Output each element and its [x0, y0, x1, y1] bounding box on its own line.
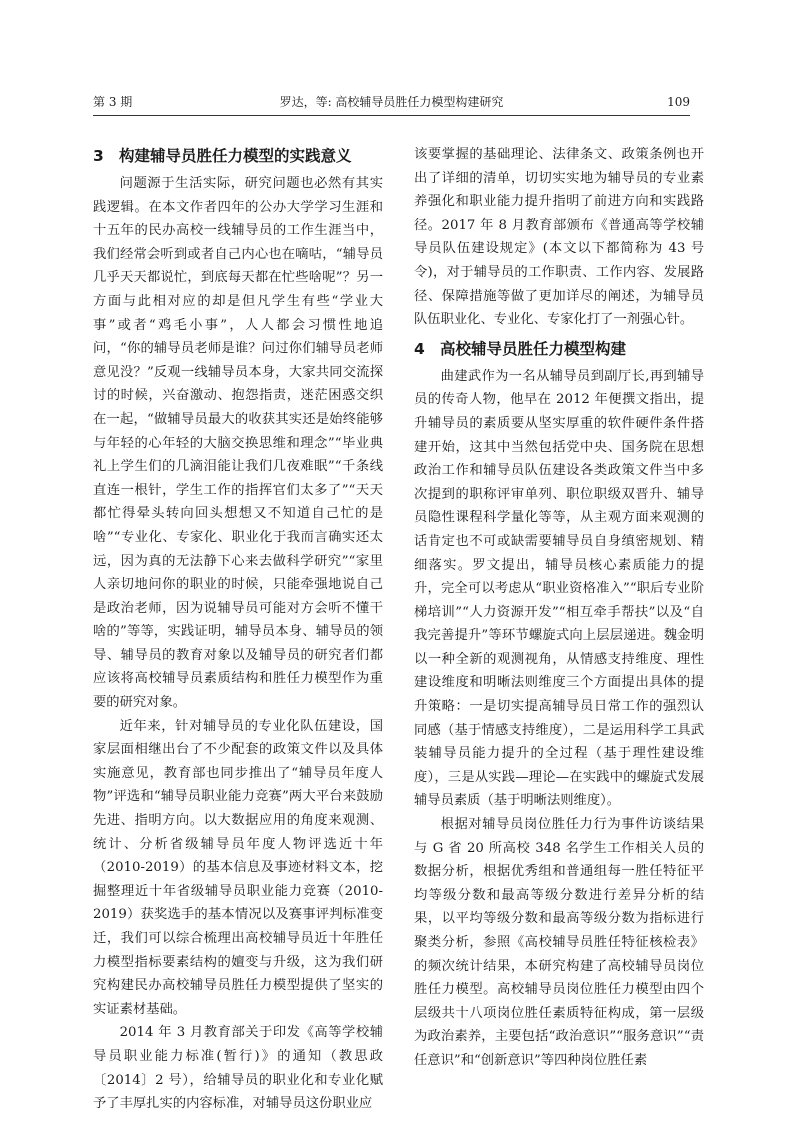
section-3-heading: [93, 143, 383, 170]
left-column: [93, 143, 383, 1112]
section-number: 3: [93, 147, 104, 165]
section-number: 4: [414, 339, 425, 358]
paragraph: 2014 年 3 月教育部关于印发《高等学校辅导员职业能力标准(暂行)》的通知（教思政〔2014〕2 号），给辅导员的职业化和专业化赋予了丰厚扎实的内容标准，对辅导员这份职业应: [93, 1025, 383, 1112]
paragraph: 问题源于生活实际，研究问题也必然有其实践逻辑。在本文作者四年的公办大学学习生涯和十五年的民办高校一线辅导员的工作生涯当中，我们经常会听到或者自己内心也在嘀咕，“辅导员几乎天天都说忙，到底每天都在忙些啥呢”？另一方面与此相对应的却是但凡学生有些“学业大事”或者“鸡毛小事”，人人都会习惯性地追问，“你的辅导员老师是谁？问过你们辅导员老师意见没？”反观一线辅导员本身，大家共同交流探讨的时候，兴奋激动、抱怨指责，迷茫困惑交织在一起，“做辅导员最大的收获其实还是始终能够与年轻的心年轻的大脑交换思维和理念”“毕业典礼上学生们的几滴泪能让我们几夜难眠”“千条线直连一根针，学生工作的指挥官们太多了”“天天都忙得晕头转向回头想想又不知道自己忙的是啥”“专业化、专家化、职业化于我而言确实还太远，因为真的无法静下心来去做科学研究”“家里人亲切地问你的职业的时候，只能牵强地说自己是政治老师，因为说辅导员可能对方会听不懂干啥的”等等，实践证明，辅导员本身、辅导员的领导、辅导员的教育对象以及辅导员的研究者们都应该将高校辅导员素质结构和胜任力模型作为重要的研究对象。: [93, 176, 383, 711]
section-title: 构建辅导员胜任力模型的实践意义: [119, 147, 352, 165]
header-rule: [93, 115, 690, 116]
paragraph: 曲建武作为一名从辅导员到副厅长,再到辅导员的传奇人物，他早在 2012 年便撰文指出，提升辅导员的素质要从坚实厚重的软件硬件条件搭建开始，这其中当然包括党中央、国务院在思想政治工作和辅导员队伍建设各类政策文件当中多次提到的职称评审单列、职位职级双晋升、辅导员隐性课程科学量化等等，从主观方面来观测的话肯定也不可或缺需要辅导员自身缜密规划、精细落实。罗文提出，辅导员核心素质能力的提升，完全可以考虑从“职业资格准入”“职后专业阶梯培训”“人力资源开发”“相互牵手帮扶”以及“自我完善提升”等环节螺旋式向上层层递进。魏金明以一种全新的观测视角，从情感支持维度、理性建设维度和明晰法则维度三个方面提出具体的提升策略：一是切实提高辅导员日常工作的强烈认同感（基于情感支持维度），二是运用科学工具武装辅导员能力提升的全过程（基于理性建设维度），三是从实践—理论—在实践中的螺旋式发展辅导员素质（基于明晰法则维度）。: [414, 368, 704, 809]
paragraph: 根据对辅导员岗位胜任力行为事件访谈结果与 G 省 20 所高校 348 名学生工作相关人员的数据分析，根据优秀组和普通组每一胜任特征平均等级分数和最高等级分数进行差异分析的结果，以平均等级分数和最高等级分数为指标进行聚类分析，参照《高校辅导员胜任特征核检表》的频次统计结果，本研究构建了高校辅导员岗位胜任力模型。高校辅导员岗位胜任力模型由四个层级共十八项岗位胜任素质特征构成，第一层级为政治素养，主要包括“政治意识”“服务意识”“责任意识”和“创新意识”等四种岗位胜任素: [414, 817, 704, 1068]
right-column: [414, 143, 704, 1068]
page-number: 109: [667, 95, 690, 109]
paragraph: 近年来，针对辅导员的专业化队伍建设，国家层面相继出台了不少配套的政策文件以及具体实施意见，教育部也同步推出了“辅导员年度人物”评选和“辅导员职业能力竞赛”两大平台来鼓励先进、指明方向。以大数据应用的角度来观测、统计、分析省级辅导员年度人物评选近十年（2010-2019）的基本信息及事迹材料文本，挖掘整理近十年省级辅导员职业能力竞赛（2010-2019）获奖选手的基本情况以及赛事评判标准变迁，我们可以综合梳理出高校辅导员近十年胜任力模型指标要素结构的嬗变与升级，这为我们研究构建民办高校辅导员胜任力模型提供了坚实的实证素材基础。: [93, 718, 383, 1017]
issue-number: 第 3 期: [93, 95, 133, 109]
paragraph-continued: 该要掌握的基础理论、法律条文、政策条例也开出了详细的清单，切切实实地为辅导员的专业素养强化和职业能力提升指明了前进方向和实践路径。2017 年 8 月教育部颁布《普通高等学校辅导员队伍建设规定》(本文以下都简称为 43 号令)，对于辅导员的工作职责、工作内容、发展路径、保障措施等做了更加详尽的阐述，为辅导员队伍职业化、专业化、专家化打了一剂强心针。: [414, 147, 704, 328]
section-4-heading: [414, 336, 704, 363]
section-title: 高校辅导员胜任力模型构建: [440, 339, 627, 358]
running-title: 罗达，等: 高校辅导员胜任力模型构建研究: [279, 95, 504, 109]
running-header: [93, 92, 690, 112]
